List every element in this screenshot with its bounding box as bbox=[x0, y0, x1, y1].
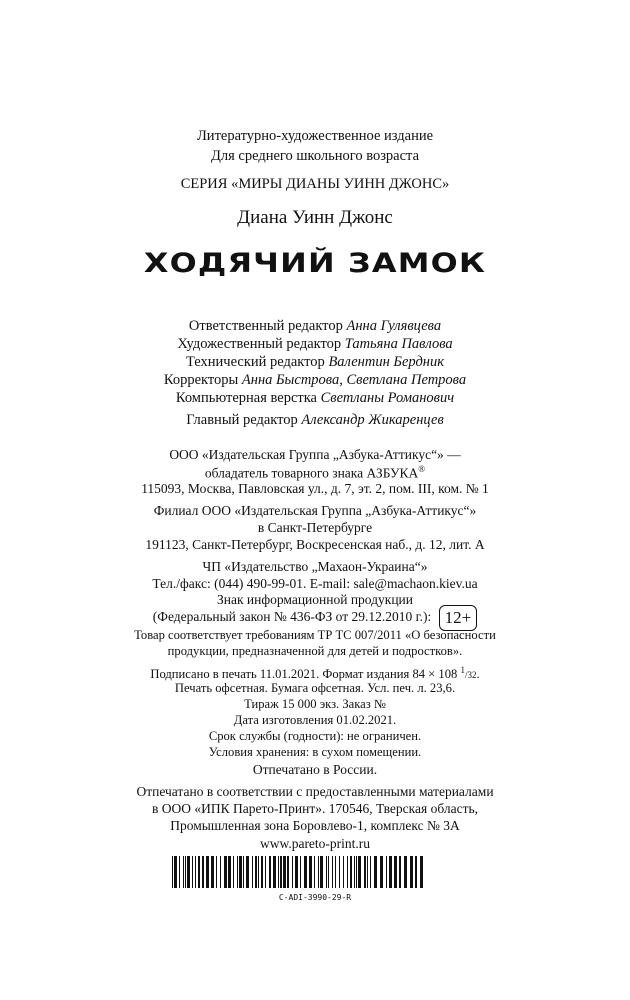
barcode-bar bbox=[233, 856, 234, 888]
barcode-bar bbox=[261, 856, 263, 888]
barcode-bar bbox=[320, 856, 323, 888]
barcode-bar bbox=[280, 856, 282, 888]
barcode bbox=[170, 856, 430, 888]
barcode-bar bbox=[394, 856, 397, 888]
barcode-bar bbox=[269, 856, 271, 888]
barcode-bar bbox=[287, 856, 289, 888]
credit-line: Художественный редактор Татьяна Павлова bbox=[177, 336, 453, 352]
barcode-code: C-ADI-3990-29-R bbox=[278, 893, 352, 902]
barcode-bar bbox=[228, 856, 231, 888]
barcode-bar bbox=[237, 856, 238, 888]
printer-line: в ООО «ИПК Парето-Принт». 170546, Тверская область, bbox=[151, 801, 479, 816]
barcode-bar bbox=[332, 856, 333, 888]
printer-line: Промышленная зона Боровлево-1, комплекс № 3А bbox=[170, 818, 460, 833]
barcode-bar bbox=[258, 856, 259, 888]
series-title: СЕРИЯ «МИРЫ ДИАНЫ УИНН ДЖОНС» bbox=[180, 176, 450, 192]
barcode-bar bbox=[356, 856, 357, 888]
print-run: Тираж 15 000 экз. Заказ № bbox=[244, 697, 386, 711]
barcode-bar bbox=[255, 856, 257, 888]
publisher-line: ООО «Издательская Группа „Азбука-Аттикус“» — bbox=[169, 447, 461, 462]
barcode-bar bbox=[243, 856, 244, 888]
credit-line: Компьютерная верстка Светланы Романович bbox=[175, 390, 455, 406]
barcode-bar bbox=[314, 856, 315, 888]
compliance-line: Товар соответствует требованиям ТР ТС 007/2011 «О безопасности bbox=[134, 628, 496, 642]
barcode-bar bbox=[374, 856, 377, 888]
barcode-bar bbox=[187, 856, 190, 888]
barcode-bar bbox=[347, 856, 348, 888]
ukraine-contacts: Тел./факс: (044) 490-99-01. E-mail: sale@machaon.kiev.ua bbox=[152, 576, 478, 591]
barcode-bar bbox=[265, 856, 266, 888]
branch-line: Филиал ООО «Издательская Группа „Азбука-Аттикус“» bbox=[153, 503, 477, 518]
barcode-bar bbox=[195, 856, 196, 888]
barcode-bar bbox=[198, 856, 200, 888]
barcode-bar bbox=[350, 856, 352, 888]
barcode-bar bbox=[410, 856, 413, 888]
audience: Для среднего школьного возраста bbox=[210, 148, 420, 164]
barcode-bar bbox=[335, 856, 336, 888]
barcode-bar bbox=[370, 856, 371, 888]
barcode-bar bbox=[273, 856, 276, 888]
barcode-bar bbox=[404, 856, 407, 888]
barcode-bar bbox=[367, 856, 368, 888]
publisher-line: обладатель товарного знака АЗБУКА® bbox=[204, 464, 426, 481]
info-mark-law-line: (Федеральный закон № 436-ФЗ от 29.12.2010 г.): 12+ bbox=[0, 605, 630, 631]
barcode-bar bbox=[343, 856, 344, 888]
printer-website: www.pareto-print.ru bbox=[259, 836, 371, 851]
barcode-bar bbox=[192, 856, 193, 888]
barcode-bar bbox=[211, 856, 214, 888]
barcode-bar bbox=[309, 856, 312, 888]
edition-type: Литературно-художественное издание bbox=[196, 128, 434, 144]
book-title-wrap bbox=[0, 248, 630, 279]
barcode-bar bbox=[300, 856, 301, 888]
barcode-bar bbox=[295, 856, 298, 888]
barcode-bar bbox=[304, 856, 307, 888]
barcode-bar bbox=[224, 856, 227, 888]
info-mark-label: Знак информационной продукции bbox=[216, 592, 414, 607]
publisher-address: 115093, Москва, Павловская ул., д. 7, эт. 2, пом. III, ком. № 1 bbox=[141, 481, 489, 496]
credit-line: Корректоры Анна Быстрова, Светлана Петрова bbox=[163, 372, 467, 388]
compliance-line: продукции, предназначенной для детей и подростков». bbox=[167, 644, 463, 658]
branch-address: 191123, Санкт-Петербург, Воскресенская наб., д. 12, лит. А bbox=[145, 537, 485, 552]
paper-info: Печать офсетная. Бумага офсетная. Усл. печ. л. 23,6. bbox=[174, 681, 456, 695]
book-title: ХОДЯЧИЙ ЗАМОК bbox=[143, 248, 487, 279]
barcode-bar bbox=[364, 856, 366, 888]
barcode-bar bbox=[283, 856, 286, 888]
storage-conditions: Условия хранения: в сухом помещении. bbox=[208, 745, 422, 759]
barcode-bar bbox=[328, 856, 329, 888]
barcode-bar bbox=[358, 856, 361, 888]
barcode-bar bbox=[174, 856, 177, 888]
printer-line: Отпечатано в соответствии с предоставленными материалами bbox=[136, 784, 494, 799]
author-name: Диана Уинн Джонс bbox=[237, 207, 393, 228]
shelf-life: Срок службы (годности): не ограничен. bbox=[208, 729, 422, 743]
barcode-bar bbox=[415, 856, 417, 888]
barcode-bar bbox=[206, 856, 209, 888]
barcode-bar bbox=[179, 856, 180, 888]
barcode-bar bbox=[380, 856, 383, 888]
barcode-bar bbox=[172, 856, 173, 888]
barcode-bar bbox=[202, 856, 204, 888]
barcode-bar bbox=[252, 856, 253, 888]
barcode-bar bbox=[278, 856, 279, 888]
signed-for-print: Подписано в печать 11.01.2021. Формат издания 84 × 108 $^1$/32. bbox=[150, 665, 480, 682]
credit-line: Технический редактор Валентин Бердник bbox=[185, 354, 445, 370]
barcode-bar bbox=[220, 856, 221, 888]
barcode-bar bbox=[354, 856, 355, 888]
credit-line: Ответственный редактор Анна Гулявцева bbox=[188, 318, 442, 334]
branch-line: в Санкт-Петербурге bbox=[257, 520, 373, 535]
chief-editor-line: Главный редактор Александр Жикаренцев bbox=[186, 412, 444, 428]
barcode-bar bbox=[420, 856, 423, 888]
ukraine-publisher: ЧП «Издательство „Махаон-Украина“» bbox=[202, 559, 428, 574]
age-rating-badge: 12+ bbox=[439, 605, 478, 631]
barcode-bar bbox=[246, 856, 249, 888]
barcode-bar bbox=[183, 856, 184, 888]
barcode-bar bbox=[399, 856, 401, 888]
barcode-bar bbox=[318, 856, 319, 888]
barcode-bar bbox=[386, 856, 387, 888]
barcode-bar bbox=[292, 856, 293, 888]
barcode-bar bbox=[339, 856, 340, 888]
barcode-bar bbox=[185, 856, 186, 888]
barcode-bar bbox=[216, 856, 217, 888]
barcode-bar bbox=[239, 856, 242, 888]
printed-in: Отпечатано в России. bbox=[252, 762, 378, 777]
barcode-bar bbox=[326, 856, 327, 888]
barcode-bar bbox=[389, 856, 392, 888]
manufacture-date: Дата изготовления 01.02.2021. bbox=[233, 713, 397, 727]
